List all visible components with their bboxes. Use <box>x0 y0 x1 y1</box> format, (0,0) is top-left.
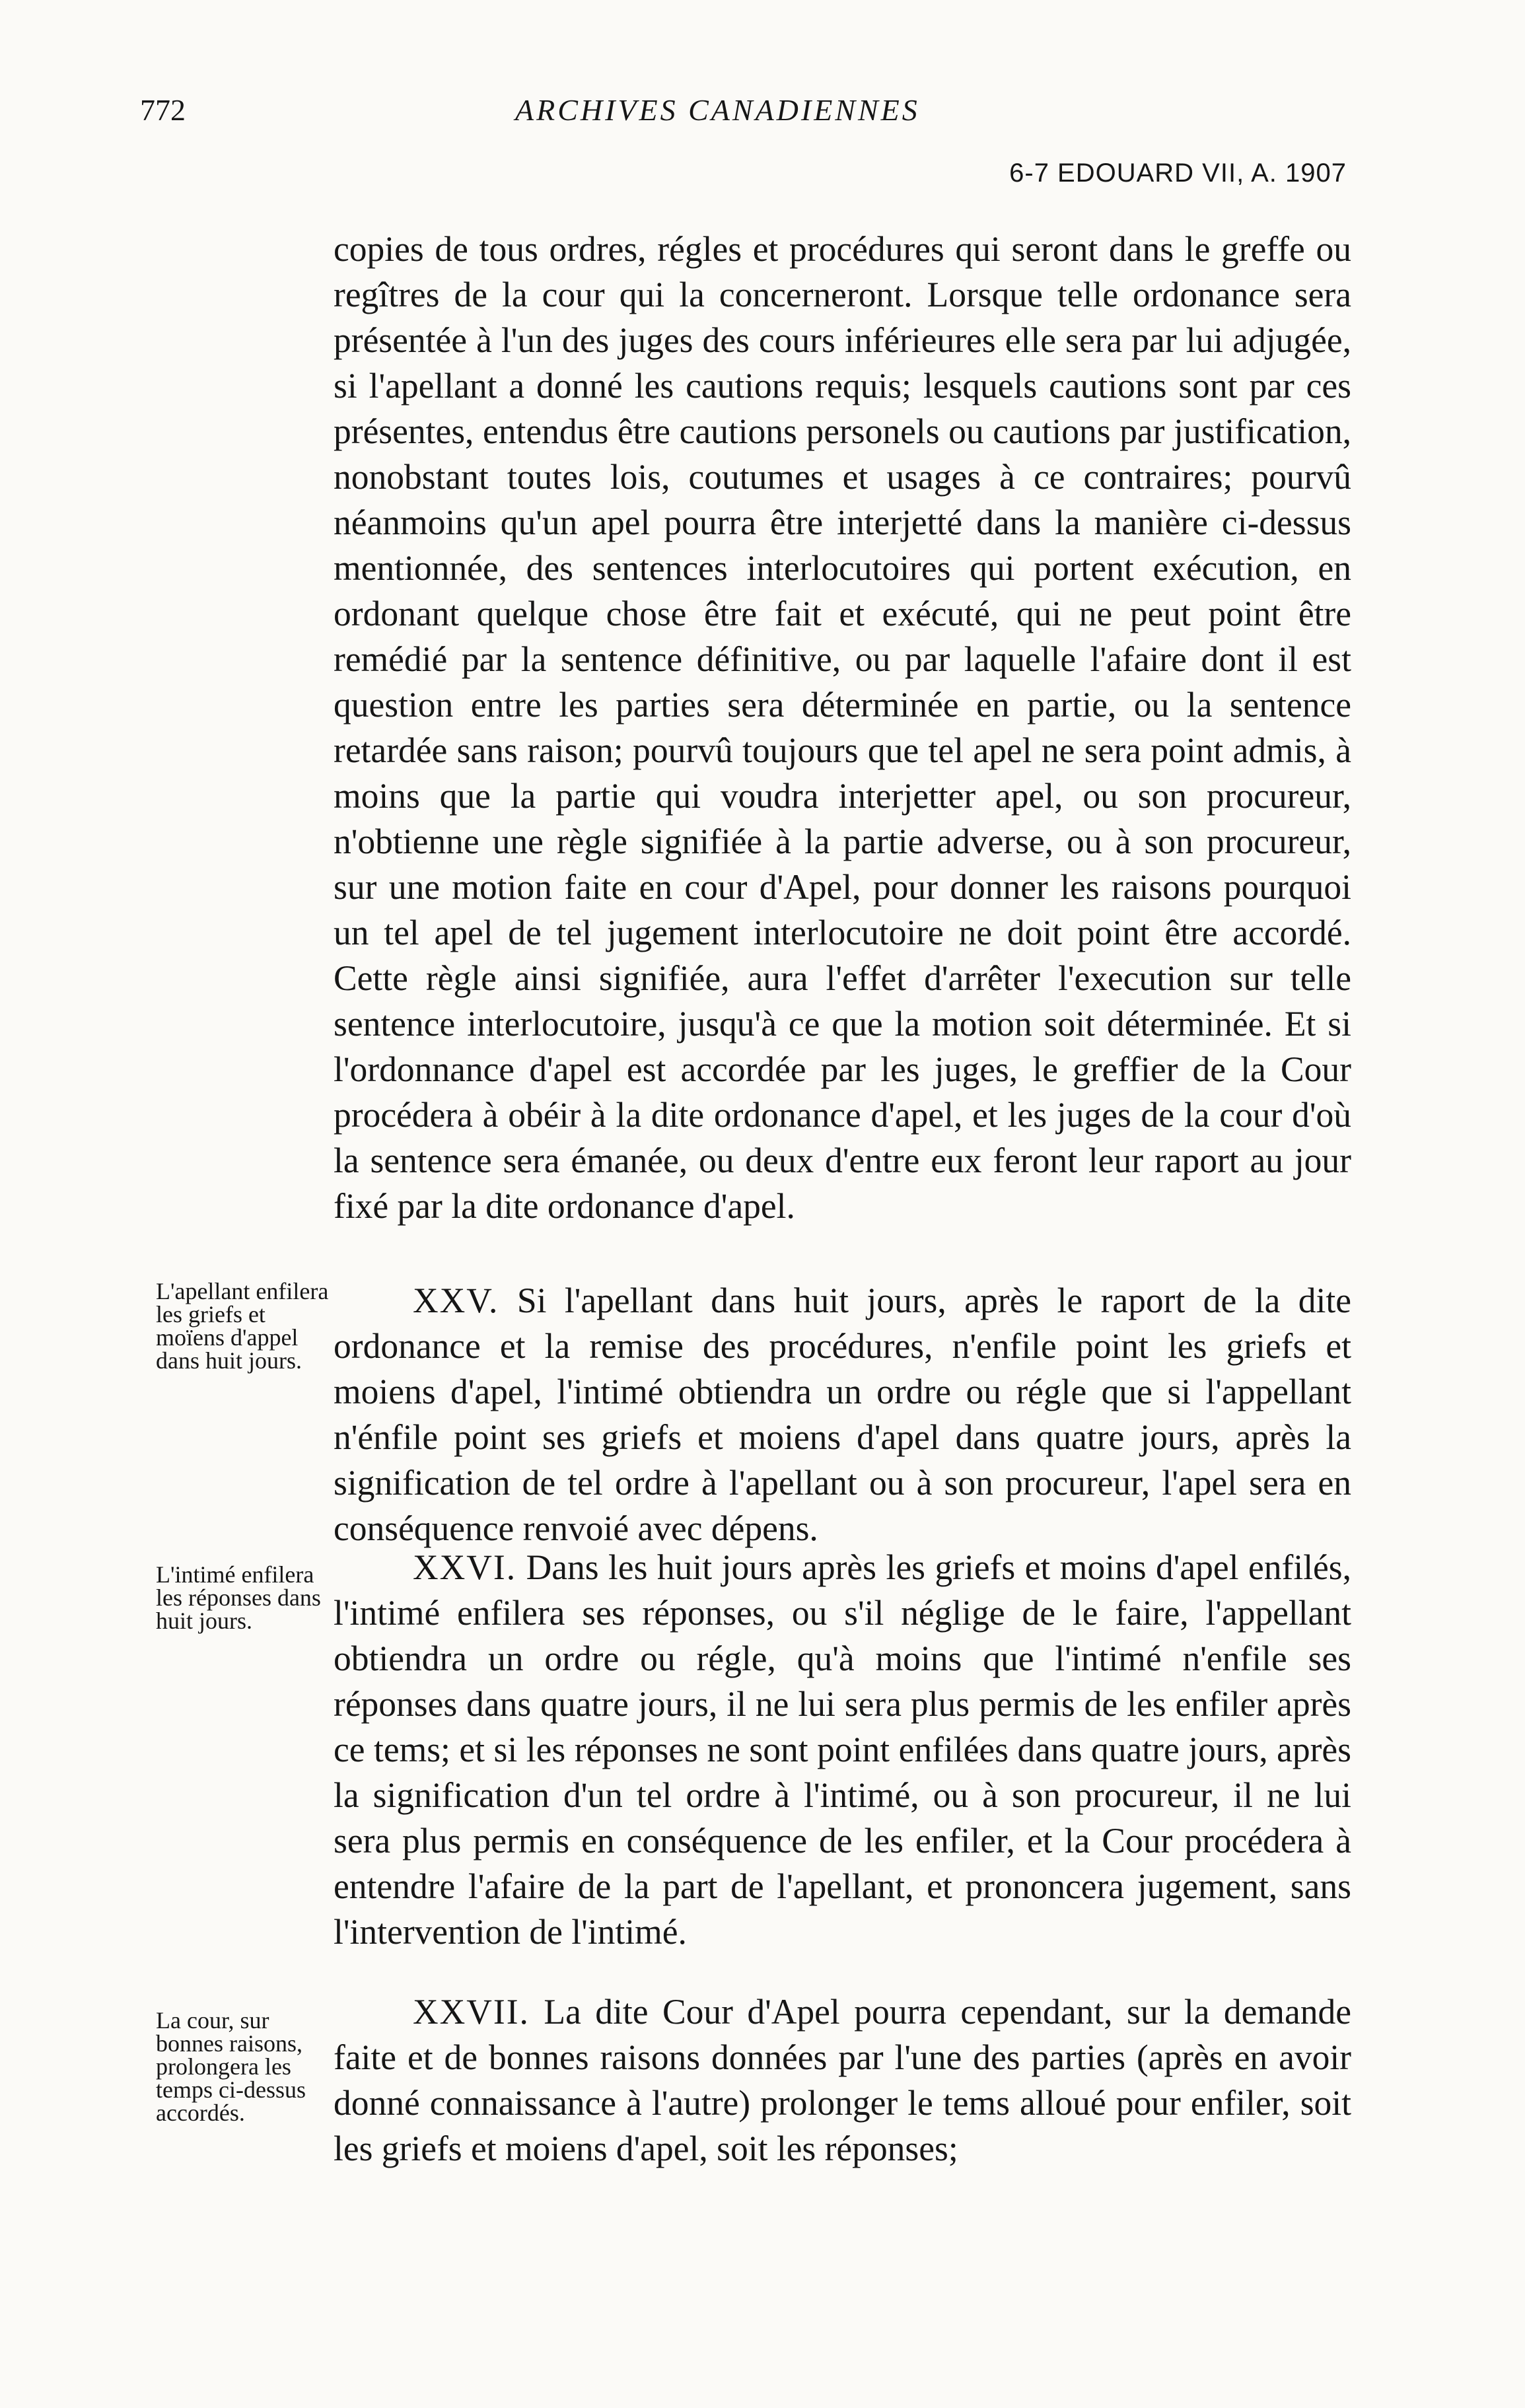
session-designation: 6-7 EDOUARD VII, A. 1907 <box>1009 159 1347 188</box>
article-numeral: XXVI. <box>413 1547 517 1587</box>
article-xxvii-paragraph <box>334 1989 1351 2172</box>
continuation-text: copies de tous ordres, régles et procédures qui seront dans le greffe ou regîtres de la cour qui la concerneront. Lorsque telle ordonance sera présentée à l'un des juges des cours inférieures elle sera par lui adjugée, si l'apellant a donné les cautions requis; lesquels cautions sont par ces présentes, entendus être cautions personels ou cautions par justification, nonobstant toutes lois, coutumes et usages à ce contraires; pourvû néanmoins qu'un apel pourra être interjetté dans la manière ci-dessus mentionnée, des sentences interlocutoires qui portent exécution, en ordonant quelque chose être fait et exécuté, qui ne peut point être remédié par la sentence définitive, ou par laquelle l'afaire dont il est question entre les parties sera déterminée en partie, ou la sentence retardée sans raison; pourvû toujours que tel apel ne sera point admis, à moins que la partie qui voudra interjetter apel, ou son procureur, n'obtienne une règle signifiée à la partie adverse, ou à son procureur, sur une motion faite en cour d'Apel, pour donner les raisons pourquoi un tel apel de tel jugement interlocutoire ne doit point être accordé. Cette règle ainsi signifiée, aura l'effet d'arrêter l'execution sur telle sentence interlocutoire, jusqu'à ce que la motion soit déterminée. Et si l'ordonnance d'apel est accordée par les juges, le greffier de la Cour procédera à obéir à la dite ordonance d'apel, et les juges de la cour d'où la sentence sera émanée, ou deux d'entre eux feront leur raport au jour fixé par la dite ordonance d'apel. <box>334 229 1351 1226</box>
article-text: La dite Cour d'Apel pourra cependant, sur la demande faite et de bonnes raisons données par l'une des parties (après en avoir donné connaissance à l'autre) prolonger le tems alloué pour enfiler, soit les griefs et moiens d'apel, soit les réponses; <box>334 1992 1352 2168</box>
margin-note-xxvii: La cour, sur bonnes raisons, prolongera les temps ci-dessus accordés. <box>156 2007 306 2126</box>
article-text: Dans les huit jours après les griefs et moins d'apel enfilés, l'intimé enfilera ses réponses, ou s'il néglige de le faire, l'appellant obtiendra un ordre ou régle, qu'à moins que l'intimé n'enfile ses réponses dans quatre jours, il ne lui sera plus permis de les enfiler après ce tems; et si les réponses ne sont point enfilées dans quatre jours, après la signification d'un tel ordre à l'intimé, ou à son procureur, il ne lui sera plus permis en conséquence de les enfiler, et la Cour procédera à entendre l'afaire de la part de l'apellant, et prononcera jugement, sans l'intervention de l'intimé. <box>334 1547 1351 1952</box>
article-xxv <box>334 1278 1351 1551</box>
margin-note-xxvi: L'intimé enfilera les réponses dans huit jours. <box>156 1561 321 1634</box>
article-numeral: XXVII. <box>413 1992 530 2032</box>
running-title: ARCHIVES CANADIENNES <box>515 93 920 127</box>
article-xxv-paragraph <box>334 1278 1351 1551</box>
article-numeral: XXV. <box>413 1281 499 1320</box>
article-xxvi-paragraph <box>334 1545 1351 1955</box>
article-xxvii <box>334 1989 1351 2172</box>
page-number: 772 <box>140 93 186 127</box>
margin-note-xxv: L'apellant enfilera les griefs et moïens d'appel dans huit jours. <box>156 1278 329 1374</box>
article-xxvi <box>334 1545 1351 1955</box>
continuation-paragraph <box>334 227 1351 1229</box>
article-text: Si l'apellant dans huit jours, après le raport de la dite ordonance et la remise des procédures, n'enfile point les griefs et moiens d'apel, l'intimé obtiendra un ordre ou régle que si l'appellant n'énfile point ses griefs et moiens d'apel dans quatre jours, après la signification de tel ordre à l'apellant ou à son procureur, l'apel sera en conséquence renvoié avec dépens. <box>334 1281 1351 1548</box>
